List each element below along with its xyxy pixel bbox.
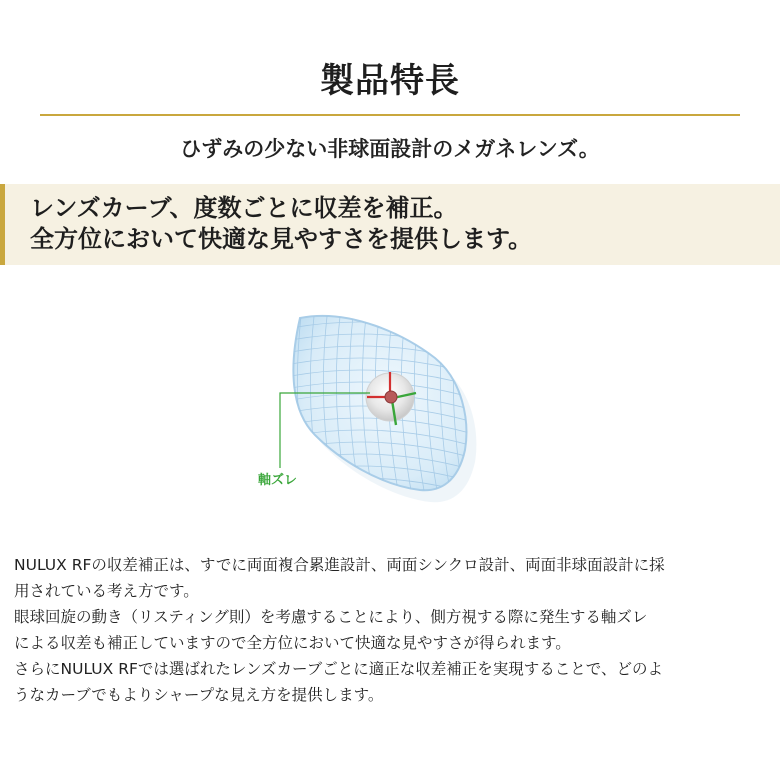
description-line: 用されている考え方です。 <box>14 582 199 600</box>
description-text <box>14 552 770 708</box>
lens-diagram <box>230 300 530 530</box>
axis-shift-label: 軸ズレ <box>258 473 298 488</box>
description-line: 眼球回旋の動き（リスティング則）を考慮することにより、側方視する際に発生する軸ズレ <box>14 608 648 626</box>
lens-illustration <box>230 300 530 530</box>
highlight-line-1: レンズカーブ、度数ごとに収差を補正。 <box>30 194 458 222</box>
title-divider <box>40 114 740 116</box>
description-line: さらにNULUX RFでは選ばれたレンズカーブごとに適正な収差補正を実現することで、どのよ <box>14 660 663 678</box>
highlight-box <box>0 184 780 265</box>
description-line: NULUX RFの収差補正は、すでに両面複合累進設計、両面シンクロ設計、両面非球面設計に採 <box>14 556 665 574</box>
highlight-line-2: 全方位において快適な見やすさを提供します。 <box>30 225 533 253</box>
description-line: による収差も補正していますので全方位において快適な見やすさが得られます。 <box>14 634 571 652</box>
description-line: うなカーブでもよりシャープな見え方を提供します。 <box>14 686 384 704</box>
page-title: 製品特長 <box>320 61 460 101</box>
subtitle: ひずみの少ない非球面設計のメガネレンズ。 <box>180 137 600 161</box>
pupil-icon <box>385 391 397 403</box>
